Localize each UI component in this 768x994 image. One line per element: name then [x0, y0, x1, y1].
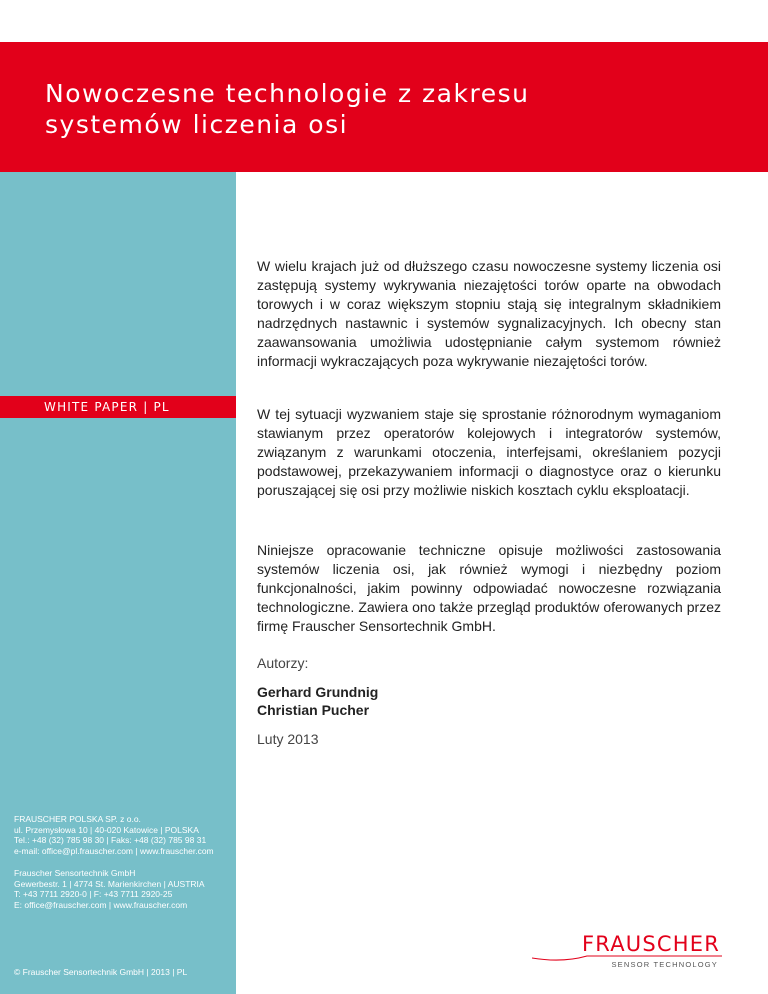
- paragraph-challenges: W tej sytuacji wyzwaniem staje się sprostanie różnorodnym wymaganiom stawianym przez operatorów kolejowych i integratorów systemów, związanym z warunkami otoczenia, interfejsami, określaniem pozycji podstawowej, przekazywaniem informacji o diagnostyce oraz o kierunku poruszającej się osi przy możliwie niskich kosztach cyklu eksploatacji.: [257, 406, 721, 498]
- publication-date: Luty 2013: [257, 731, 319, 747]
- logo-wordmark: FRAUSCHER: [582, 932, 720, 956]
- address-line: Frauscher Sensortechnik GmbH: [14, 868, 136, 878]
- address-austria: [14, 868, 205, 910]
- address-line: FRAUSCHER POLSKA SP. z o.o.: [14, 814, 141, 824]
- title-banner: [0, 42, 768, 172]
- address-poland: [14, 814, 214, 856]
- page-title: [45, 78, 529, 140]
- logo-tagline: SENSOR TECHNOLOGY: [611, 960, 718, 969]
- white-paper-badge: [0, 396, 236, 418]
- address-line: ul. Przemysłowa 10 | 40-020 Katowice | POLSKA: [14, 824, 199, 835]
- address-line: Tel.: +48 (32) 785 98 30 | Faks: +48 (32) 785 98 31: [14, 835, 207, 845]
- title-line-2: systemów liczenia osi: [45, 110, 349, 139]
- title-line-1: Nowoczesne technologie z zakresu: [45, 79, 530, 108]
- authors-label: Autorzy:: [257, 655, 309, 671]
- frauscher-logo: [540, 932, 720, 972]
- author-name: Gerhard Grundnig: [257, 684, 379, 700]
- address-line: E: office@frauscher.com | www.frauscher.com: [14, 899, 188, 910]
- badge-label: WHITE PAPER | PL: [44, 400, 170, 414]
- copyright-note: © Frauscher Sensortechnik GmbH | 2013 | PL: [14, 967, 188, 977]
- address-line: Gewerbestr. 1 | 4774 St. Marienkirchen | AUSTRIA: [14, 878, 205, 889]
- paragraph-intro: W wielu krajach już od dłuższego czasu nowoczesne systemy liczenia osi zastępują systemy wykrywania niezajętości torów oparte na obwodach torowych i w coraz większym stopniu stają się integralnym składnikiem nadrzędnych nastawnic i systemów sygnalizacyjnych. Ich obecny stan zaawansowania umożliwia udostępnianie całym systemom również informacji wykraczających poza wykrywanie niezajętości torów.: [257, 258, 721, 369]
- author-name: Christian Pucher: [257, 702, 370, 718]
- address-line: e-mail: office@pl.frauscher.com | www.frauscher.com: [14, 845, 214, 856]
- paragraph-scope: Niniejsze opracowanie techniczne opisuje możliwości zastosowania systemów liczenia osi, jak również wymogi i niezbędny poziom funkcjonalności, jakim powinny odpowiadać nowoczesne rozwiązania technologiczne. Zawiera ono także przegląd produktów oferowanych przez firmę Frauscher Sensortechnik GmbH.: [257, 542, 721, 634]
- address-line: T: +43 7711 2920-0 | F: +43 7711 2920-25: [14, 889, 173, 899]
